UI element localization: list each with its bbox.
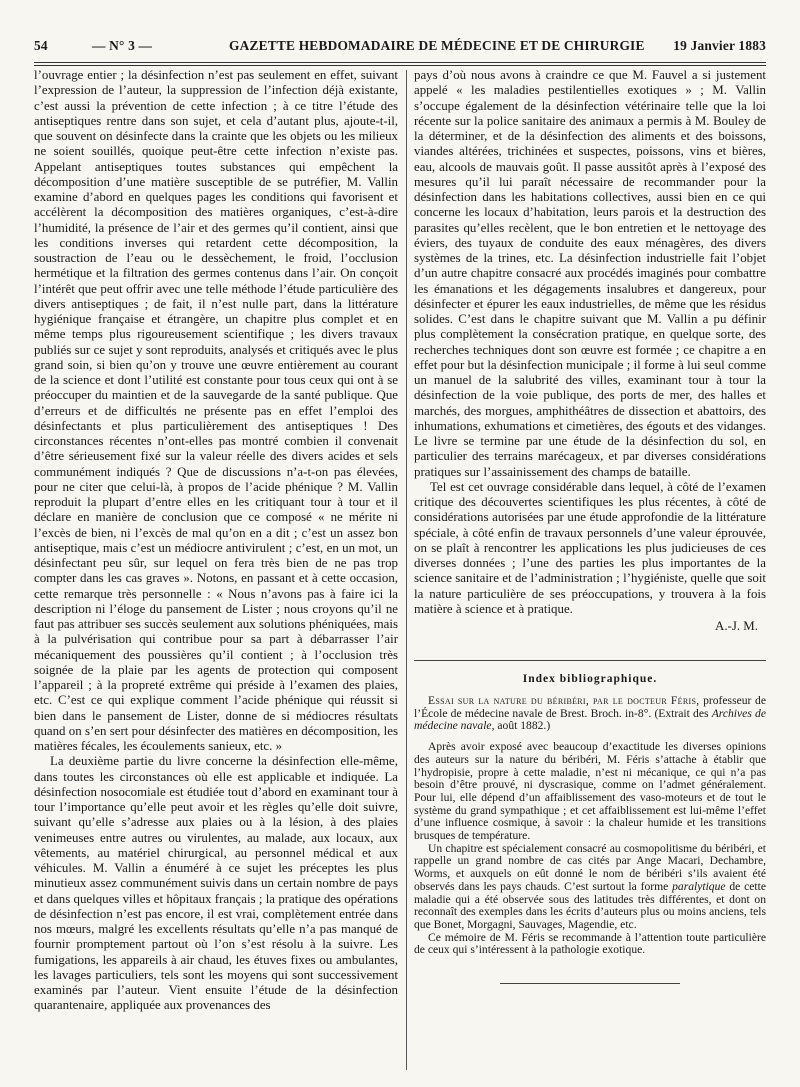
review-paragraph-2 (414, 843, 766, 932)
review-text: Un chapitre est spécialement consacré au cosmopolitisme du béribéri, et rappelle un grand nombre de cas cités par Ange Macari, Dechambre, Worms, et auxquels on eût donné le nom de béribéri s’ils avaient été observés dans les pays chauds. C’est surtout la forme (414, 841, 766, 893)
entry-journal: Archives de médecine navale (414, 706, 766, 733)
right-paragraph-2: Tel est cet ouvrage considérable dans lequel, à côté de l’examen critique des découvertes scientifiques les plus récentes, à côté de considérations autorisées par une étude approfondie de la littérature spéciale, à côté enfin de travaux personnels d’une valeur éprouvée, on se plaît à rencontrer les applications les plus judicieuses de ces diverses données ; l’une des parties les plus importantes de la science sanitaire et de l’administration ; l’hygiéniste, quelle que soit la nature particulière de ses préoccupations, y trouvera à la fois matière à science et à pratique. (414, 479, 766, 616)
left-paragraph-2: La deuxième partie du livre concerne la désinfection elle-même, dans toutes les circonstances où elle est applicable et indiquée. La désinfection nosocomiale est étudiée tout d’abord en examinant tour à tour l’importance qu’elle peut avoir et les règles qu’elle doit suivre, suivant qu’elle s’adresse aux plaies ou à la lésion, à des plaies venimeuses entre autres ou virulentes, au malade, aux locaux, aux vêtements, au matériel chirurgical, au personnel médical et aux véhicules. M. Vallin a énuméré à ce sujet les préceptes les plus minutieux assez communément suivis dans un certain nombre de pays et dans quelques villes et hôpitaux français ; la pratique des opérations de désinfection n’est pas encore, il est vrai, complètement entrée dans nos mœurs, malgré les excellents résultats qu’elle n’a pas manqué de fournir promptement partout où l’on s’est résolu à la suivre. Les fumigations, les appareils à air chaud, les étuves fixes ou ambulantes, les lavages particuliers, tels sont les moyens qui sont successivement examinés par l’auteur. Vient ensuite l’étude de la désinfection quarantenaire, appliquée aux provenances des (34, 754, 398, 1013)
closing-rule (500, 983, 680, 984)
entry-details: professeur de l’École de médecine navale de Brest. Broch. in-8°. (Extrait des (414, 694, 766, 720)
column-divider (406, 70, 407, 1070)
right-paragraph-1: pays d’où nous avons à craindre ce que M. Fauvel a si justement appelé « les maladies pestilentielles exotiques » ; M. Vallin s’occupe également de la désinfection vétérinaire telle que la loi récente sur la police sanitaire des animaux a permis à M. Bouley de la déterminer, et de la désinfection des aliments et des boissons, viandes altérées, trichinées et suspectes, poissons, vins et bières, eau, alcools de mauvais goût. Il passe aussitôt après à l’exposé des mesures qu’il lui paraît nécessaire de recommander pour la désinfection dans les habitations collectives, aussi bien en ce qui concerne les locaux d’habitation, leurs parois et la destruction des parasites qu’elles recèlent, que le bon entretien et le nettoyage des éviers, des tuyaux de conduite des eaux ménagères, des divers systèmes de la trines, etc. La désinfection industrielle fait l’objet d’un autre chapitre consacré aux procédés imaginés pour combattre les émanations et les dégagements insalubres et dangereux, pour désinfecter et épurer les eaux industrielles, de même que les résidus solides. C’est dans le chapitre suivant que M. Vallin a pu définir plus complètement la consécration pratique, en quelque sorte, des recherches techniques dont son œuvre est formée ; ce chapitre a en effet pour but la désinfection municipale ; il forme à lui seul comme un manuel de la salubrité des villes, examinant tour à tour la désinfection de la voie publique, des ports de mer, des halles et marchés, des morgues, amphithéâtres de dissection et abattoirs, des inhumations, exhumations et cimetières, des égouts et des vidanges. Le livre se termine par une étude de la désinfection du sol, en particulier des terrains marécageux, et par diverses considérations pratiques sur l’assainissement des champs de bataille. (414, 68, 766, 479)
review-text-continued: de cette maladie qui a été observée sous des latitudes très différentes, et dont on reconnaît des exemples dans les écrits d’auteurs plus ou moins anciens, tels que Bonet, Morgagni, Sauvages, Magendie, etc. (414, 879, 766, 931)
header-rule-bottom (34, 65, 766, 66)
entry-title: Essai sur la nature du béribéri, par le docteur Féris, (428, 694, 700, 707)
page-number: 54 (34, 38, 48, 53)
left-column (34, 68, 398, 1078)
section-separator (414, 660, 766, 661)
review-emphasis: paralytique (672, 879, 726, 893)
journal-title: GAZETTE HEBDOMADAIRE DE MÉDECINE ET DE CHIRURGIE (229, 38, 645, 53)
header-rule-top (34, 62, 766, 63)
left-paragraph-1: l’ouvrage entier ; la désinfection n’est pas seulement en effet, suivant l’expression de l’auteur, la suppression de l’infection déjà existante, c’est aussi la prévention de cette infection ; à ce titre l’étude des antiseptiques rentre dans son sujet, et cela d’autant plus, ajoute-t-il, que souvent on désinfecte dans la crainte que les objets ou les milieux ne soient souillés, quoique peut-être cette infection n’existe pas. Appelant antiseptiques toutes substances qui empêchent la décomposition d’une matière susceptible de se putréfier, M. Vallin examine d’abord en quelques pages les conditions qui favorisent et accélèrent la décomposition des matières organiques, c’est-à-dire l’humidité, la présence de l’air et des germes qu’il contient, ainsi que les conditions inverses qui retardent cette décomposition, la soustraction de l’eau ou le dessèchement, le froid, l’occlusion hermétique et la filtration des germes contenus dans l’air. On conçoit l’intérêt que peut offrir avec une telle méthode l’étude particulière des divers antiseptiques ; de fait, il n’est nulle part, dans la littérature hygiénique française et étrangère, un chapitre plus complet et en même temps plus rigoureusement scientifique ; les divers travaux publiés sur ce sujet y sont reproduits, analysés et critiqués avec le plus grand soin, si bien qu’on y trouve une œuvre entièrement au courant de la science et dont l’utilité est constante pour tous ceux qui ont à se préoccuper du maintien et de la sauvegarde de la santé publique. Que d’erreurs et de difficultés ne présente pas en effet l’emploi des désinfectants et plus particulièrement des antiseptiques ! Des circonstances récentes n’ont-elles pas montré combien il convenait d’être sérieusement fixé sur la valeur réelle des divers acides et sels communément indiqués ? Que de discussions n’a-t-on pas élevées, pour ne citer que celui-là, à propos de l’acide phénique ? M. Vallin reproduit la plupart d’entre elles en les critiquant tour à tour et il déclare en manière de conclusion que ce composé « ne mérite ni l’excès de bien, ni l’excès de mal qu’on en a dit ; c’est un assez bon antiseptique, mais c’est un médiocre antivirulent ; c’est, en un mot, un désinfectant peu sûr, sur lequel on fera très bien de ne pas trop compter dans les cas graves ». Notons, en passant et à cette occasion, cette remarque très personnelle : « Nous n’avons pas à faire ici la description ni l’éloge du pansement de Lister ; nous croyons qu’il ne faut pas attribuer ses succès seulement aux solutions phéniquées, mais à la pulvérisation qui contribue pour sa part à débarrasser l’air mécaniquement des poussières qu’il contient ; à l’occlusion très soignée de la plaie par les agents de protection qui composent l’appareil ; à la propreté extrême qui préside à l’examen des plaies, etc. C’est ce qui explique comment l’acide phénique qui réussit si bien dans le pansement de Lister, donne de si médiocres résultats quand on s’en sert pour désinfecter des matières en décomposition, les matières fécales, les écoulements sanieux, etc. » (34, 68, 398, 753)
entry-date: , août 1882.) (491, 719, 551, 733)
running-header (34, 38, 766, 58)
bibliography-entry (414, 695, 766, 733)
section-heading: Index bibliographique. (522, 673, 658, 685)
review-paragraph-3: Ce mémoire de M. Féris se recommande à l’attention toute particulière de ceux qui s’intéressent à la pathologie exotique. (414, 930, 766, 957)
review-paragraph-1: Après avoir exposé avec beaucoup d’exactitude les diverses opinions des auteurs sur la nature du béribéri, M. Féris s’attache à établir que l’hydropisie, propre à cette maladie, n’est ni mécanique, ce qui n’a pas besoin d’être prouvé, ni dyscrasique, comme on l’admet généralement. Pour lui, elle dépend d’un affaiblissement des vaso-moteurs et de tout le système du grand sympathique ; et cet affaiblissement est lui-même l’effet d’une influence cosmique, à savoir : la chaleur humide et les transitions brusques de température. (414, 740, 766, 843)
right-column (414, 68, 766, 1078)
issue-number: — N° 3 — (92, 38, 153, 53)
article-signature: A.-J. M. (715, 619, 758, 633)
issue-date: 19 Janvier 1883 (673, 38, 766, 53)
